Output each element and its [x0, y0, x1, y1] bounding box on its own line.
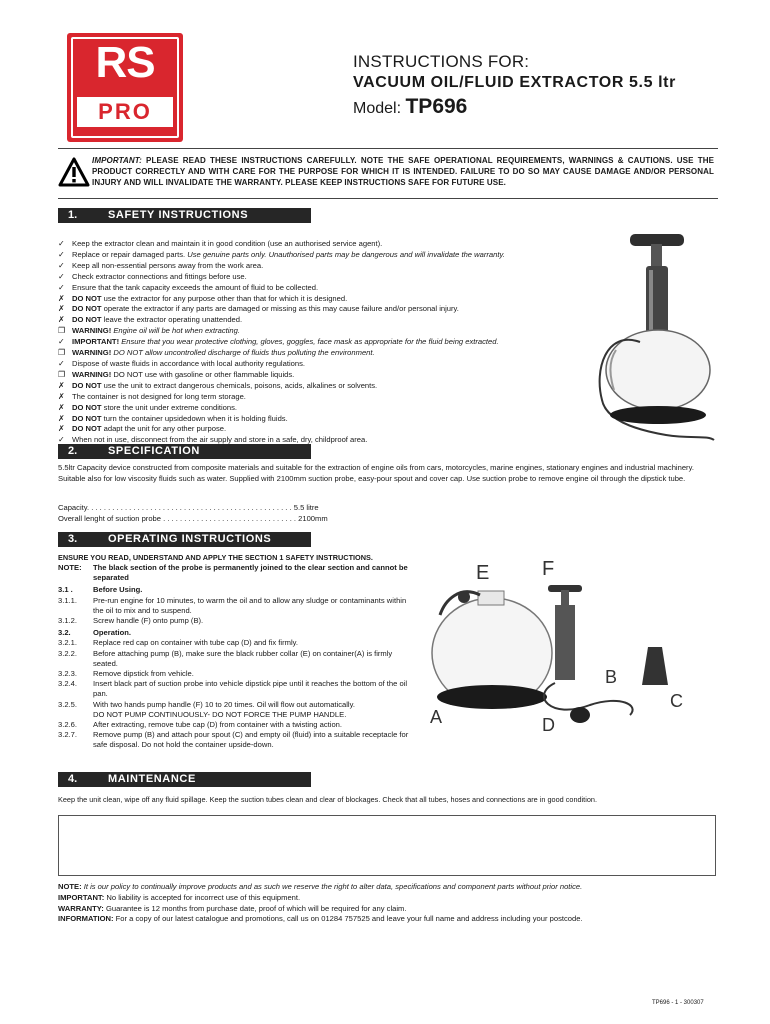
spec-probe-length: Overall lenght of suction probe . . . . . . . . . . . . . . . . . . . . . . . . . . . . . . . . 2100mm	[58, 514, 328, 523]
operating-step	[58, 669, 418, 679]
logo-rs-text: RS	[95, 38, 155, 87]
step-text: Pre-run engine for 10 minutes, to warm the oil and to allow any sludge or contaminants within the oil to mix and to suspend.	[93, 595, 407, 615]
safety-item-text: DO NOT turn the container upsidedown when it is holding fluids.	[72, 413, 288, 423]
step-number: 3.2.	[58, 628, 71, 638]
safety-item	[58, 304, 598, 315]
safety-item	[58, 261, 598, 272]
safety-item-text: WARNING! DO NOT allow uncontrolled discharge of fluids thus polluting the environment.	[72, 348, 375, 358]
section-header-maintenance	[58, 772, 311, 787]
step-number: 3.2.1.	[58, 638, 77, 648]
operating-step	[58, 596, 418, 616]
operating-step	[58, 638, 418, 648]
safety-item-text: Check extractor connections and fittings before use.	[72, 271, 247, 281]
important-lead: IMPORTANT:	[92, 156, 142, 165]
important-text: PLEASE READ THESE INSTRUCTIONS CAREFULLY. NOTE THE SAFE OPERATIONAL REQUIREMENTS, WARNINGS & CAUTIONS. USE THE PRODUCT CORRECTLY AND WITH CARE FOR THE PURPOSE FOR WHICH IT IS INTENDED. FAILURE TO DO SO MAY CAUSE DAMAGE AND/OR PERSONAL INJURY AND WILL INVALIDATE THE WARRANTY. PLEASE KEEP INSTRUCTIONS SAFE FOR FUTURE USE.	[92, 156, 715, 187]
check-mark-icon: ✓	[58, 249, 65, 259]
model-label: Model:	[353, 100, 402, 117]
operating-step	[58, 585, 418, 595]
step-number: 3.1.1.	[58, 595, 77, 605]
check-mark-icon: ✓	[58, 358, 65, 368]
cross-mark-icon: ✗	[58, 391, 65, 401]
step-number: 3.2.3.	[58, 669, 77, 679]
warning-box-icon: ❐	[58, 348, 66, 358]
cross-mark-icon: ✗	[58, 304, 65, 314]
note-text: The black section of the probe is permanently joined to the clear section and cannot be separated	[93, 563, 408, 583]
cross-mark-icon: ✗	[58, 293, 65, 303]
logo-pro-text: PRO	[77, 97, 173, 127]
note-warranty: WARRANTY: Guarantee is 12 months from purchase date, proof of which will be required for any claim.	[58, 903, 407, 913]
model-value: TP696	[405, 95, 468, 118]
operating-step	[58, 720, 418, 730]
label-e: E	[476, 562, 490, 584]
section-number: 1.	[68, 209, 78, 221]
safety-list	[58, 239, 598, 446]
step-text: After extracting, remove tube cap (D) from container with a twisting action.	[93, 720, 343, 730]
label-d: D	[542, 715, 555, 735]
safety-item-text: Keep the extractor clean and maintain it in good condition (use an authorised service agent).	[72, 239, 383, 248]
label-c: C	[670, 691, 683, 711]
maintenance-text: Keep the unit clean, wipe off any fluid spillage. Keep the suction tubes clean and clear of blockages. Check that all tubes, hoses and connections are in good condition.	[58, 795, 597, 804]
check-mark-icon: ✓	[58, 435, 65, 445]
section-number: 4.	[68, 773, 78, 785]
step-text: Operation.	[93, 628, 131, 638]
step-text: Insert black part of suction probe into vehicle dipstick pipe until it reaches the bottom of the oil pan.	[93, 679, 408, 699]
check-mark-icon: ✓	[58, 337, 65, 347]
safety-item	[58, 272, 598, 283]
cross-mark-icon: ✗	[58, 380, 65, 390]
operating-step	[58, 679, 418, 699]
rs-pro-logo	[67, 33, 183, 142]
warning-triangle-icon	[58, 157, 90, 187]
safety-item-text: Dispose of waste fluids in accordance with local authority regulations.	[72, 358, 305, 368]
label-b: B	[605, 667, 618, 687]
step-number: 3.2.6.	[58, 720, 77, 730]
safety-item-text: IMPORTANT! Ensure that you wear protective clothing, gloves, goggles, face mask as appropriate for the fluid being extracted.	[72, 337, 499, 347]
safety-item	[58, 414, 598, 425]
operating-step	[58, 730, 418, 750]
step-text: Replace red cap on container with tube cap (D) and fix firmly.	[93, 638, 298, 648]
section-header-operating	[58, 532, 311, 547]
safety-item-text: The container is not designed for long term storage.	[72, 391, 246, 401]
note-policy: NOTE: It is our policy to continually improve products and as such we reserve the right to alter data, specifications and component parts without prior notice.	[58, 882, 583, 891]
section-number: 3.	[68, 533, 78, 545]
safety-item-text: DO NOT store the unit under extreme conditions.	[72, 402, 238, 412]
safety-item-text: When not in use, disconnect from the air supply and store in a safe, dry, childproof area.	[72, 435, 368, 445]
step-number: 3.2.5.	[58, 699, 77, 709]
step-text: Remove dipstick from vehicle.	[93, 669, 194, 679]
operating-instructions	[58, 553, 418, 751]
safety-item-text: DO NOT adapt the unit for any other purpose.	[72, 424, 227, 434]
step-text: DO NOT PUMP CONTINUOUSLY- DO NOT FORCE THE PUMP HANDLE.	[93, 709, 347, 719]
label-a: A	[430, 707, 443, 727]
section-title: OPERATING INSTRUCTIONS	[108, 533, 272, 545]
cross-mark-icon: ✗	[58, 402, 65, 412]
safety-item	[58, 392, 598, 403]
page-footer: TP696 - 1 - 300307	[652, 1000, 704, 1006]
product-title: VACUUM OIL/FLUID EXTRACTOR 5.5 ltr	[353, 74, 676, 91]
probe-note	[58, 563, 418, 583]
step-number: 3.1.2.	[58, 616, 77, 626]
important-notice	[92, 155, 714, 188]
model-line	[353, 95, 467, 119]
title-instructions-for: INSTRUCTIONS FOR:	[353, 52, 530, 71]
step-number: 3.2.4.	[58, 679, 77, 689]
step-number: 3.1 .	[58, 585, 73, 595]
specification-paragraph: 5.5ltr Capacity device constructed from composite materials and suitable for the extraction of engine oils from cars, motorcycles, marine engines, stationary engines and industrial machinery. Suitable also for low viscosity fluids such as water. Supplied with 2100mm suction probe, easy-pour spout and cover cap. Use suction probe to remove engine oil through the dipstick tube.	[58, 463, 694, 483]
label-f: F	[542, 558, 555, 580]
section-title: SAFETY INSTRUCTIONS	[108, 209, 249, 221]
operating-step	[58, 700, 418, 710]
section-header-safety	[58, 208, 311, 223]
warning-box-icon: ❐	[58, 369, 66, 379]
safety-item	[58, 381, 598, 392]
safety-item	[58, 424, 598, 435]
operating-step	[58, 628, 418, 638]
parts-diagram	[420, 555, 710, 735]
step-number: 3.2.2.	[58, 648, 77, 658]
safety-item	[58, 294, 598, 305]
section-number: 2.	[68, 445, 78, 457]
step-number: 3.2.7.	[58, 730, 77, 740]
step-text: Before Using.	[93, 585, 143, 595]
safety-item-text: WARNING! Engine oil will be hot when extracting.	[72, 326, 240, 336]
check-mark-icon: ✓	[58, 239, 65, 248]
check-mark-icon: ✓	[58, 260, 65, 270]
safety-item-text: WARNING! DO NOT use with gasoline or other flammable liquids.	[72, 369, 295, 379]
ensure-read-notice: ENSURE YOU READ, UNDERSTAND AND APPLY THE SECTION 1 SAFETY INSTRUCTIONS.	[58, 553, 373, 562]
cross-mark-icon: ✗	[58, 315, 65, 325]
check-mark-icon: ✓	[58, 271, 65, 281]
safety-item	[58, 239, 598, 250]
safety-item	[58, 337, 598, 348]
safety-item-text: DO NOT operate the extractor if any parts are damaged or missing as this may cause failure and/or personal injury.	[72, 304, 459, 314]
extractor-illustration	[596, 230, 716, 444]
safety-item-text: Replace or repair damaged parts. Use genuine parts only. Unauthorised parts may be dangerous and will invalidate the warranty.	[72, 249, 505, 259]
safety-item-text: DO NOT leave the extractor operating unattended.	[72, 315, 243, 325]
step-number	[58, 710, 93, 720]
cross-mark-icon: ✗	[58, 413, 65, 423]
operating-step	[58, 649, 418, 669]
safety-item	[58, 315, 598, 326]
section-header-specification	[58, 444, 311, 459]
safety-item	[58, 250, 598, 261]
divider-top	[58, 148, 718, 149]
safety-item-text: DO NOT use the extractor for any purpose other than that for which it is designed.	[72, 293, 348, 303]
footer-notes	[58, 882, 718, 925]
operating-step	[58, 616, 418, 626]
safety-item-text: DO NOT use the unit to extract dangerous chemicals, poisons, acids, alkalines or solvents.	[72, 380, 378, 390]
safety-item	[58, 359, 598, 370]
safety-item	[58, 283, 598, 294]
step-text: Before attaching pump (B), make sure the black rubber collar (E) on container(A) is firmly seated.	[93, 648, 393, 668]
spec-capacity: Capacity. . . . . . . . . . . . . . . . . . . . . . . . . . . . . . . . . . . . . . . . . . . . . . . . . 5.5 litre	[58, 503, 319, 512]
warning-box-icon: ❐	[58, 326, 66, 336]
cross-mark-icon: ✗	[58, 424, 65, 434]
safety-item	[58, 348, 598, 359]
step-text: Remove pump (B) and attach pour spout (C) and empty oil (fluid) into a suitable receptacle for safe disposal. Do not hold the container upside-down.	[93, 730, 409, 750]
note-information: INFORMATION: For a copy of our latest catalogue and promotions, call us on 01284 757525 and leave your full name and address including your postcode.	[58, 914, 583, 924]
safety-item-text: Ensure that the tank capacity exceeds the amount of fluid to be collected.	[72, 282, 319, 292]
divider-important	[58, 198, 718, 199]
note-label: NOTE:	[58, 563, 82, 572]
safety-item-text: Keep all non-essential persons away from the work area.	[72, 260, 264, 270]
step-text: Screw handle (F) onto pump (B).	[93, 616, 204, 626]
operating-steps	[58, 585, 418, 750]
safety-item	[58, 403, 598, 414]
section-title: SPECIFICATION	[108, 445, 200, 457]
step-text: With two hands pump handle (F) 10 to 20 times. Oil will flow out automatically.	[93, 699, 355, 709]
safety-item	[58, 326, 598, 337]
safety-item	[58, 370, 598, 381]
note-liability: IMPORTANT: No liability is accepted for incorrect use of this equipment.	[58, 892, 301, 902]
section-title: MAINTENANCE	[108, 773, 196, 785]
operating-step	[58, 710, 418, 720]
check-mark-icon: ✓	[58, 282, 65, 292]
blank-box	[58, 815, 716, 876]
